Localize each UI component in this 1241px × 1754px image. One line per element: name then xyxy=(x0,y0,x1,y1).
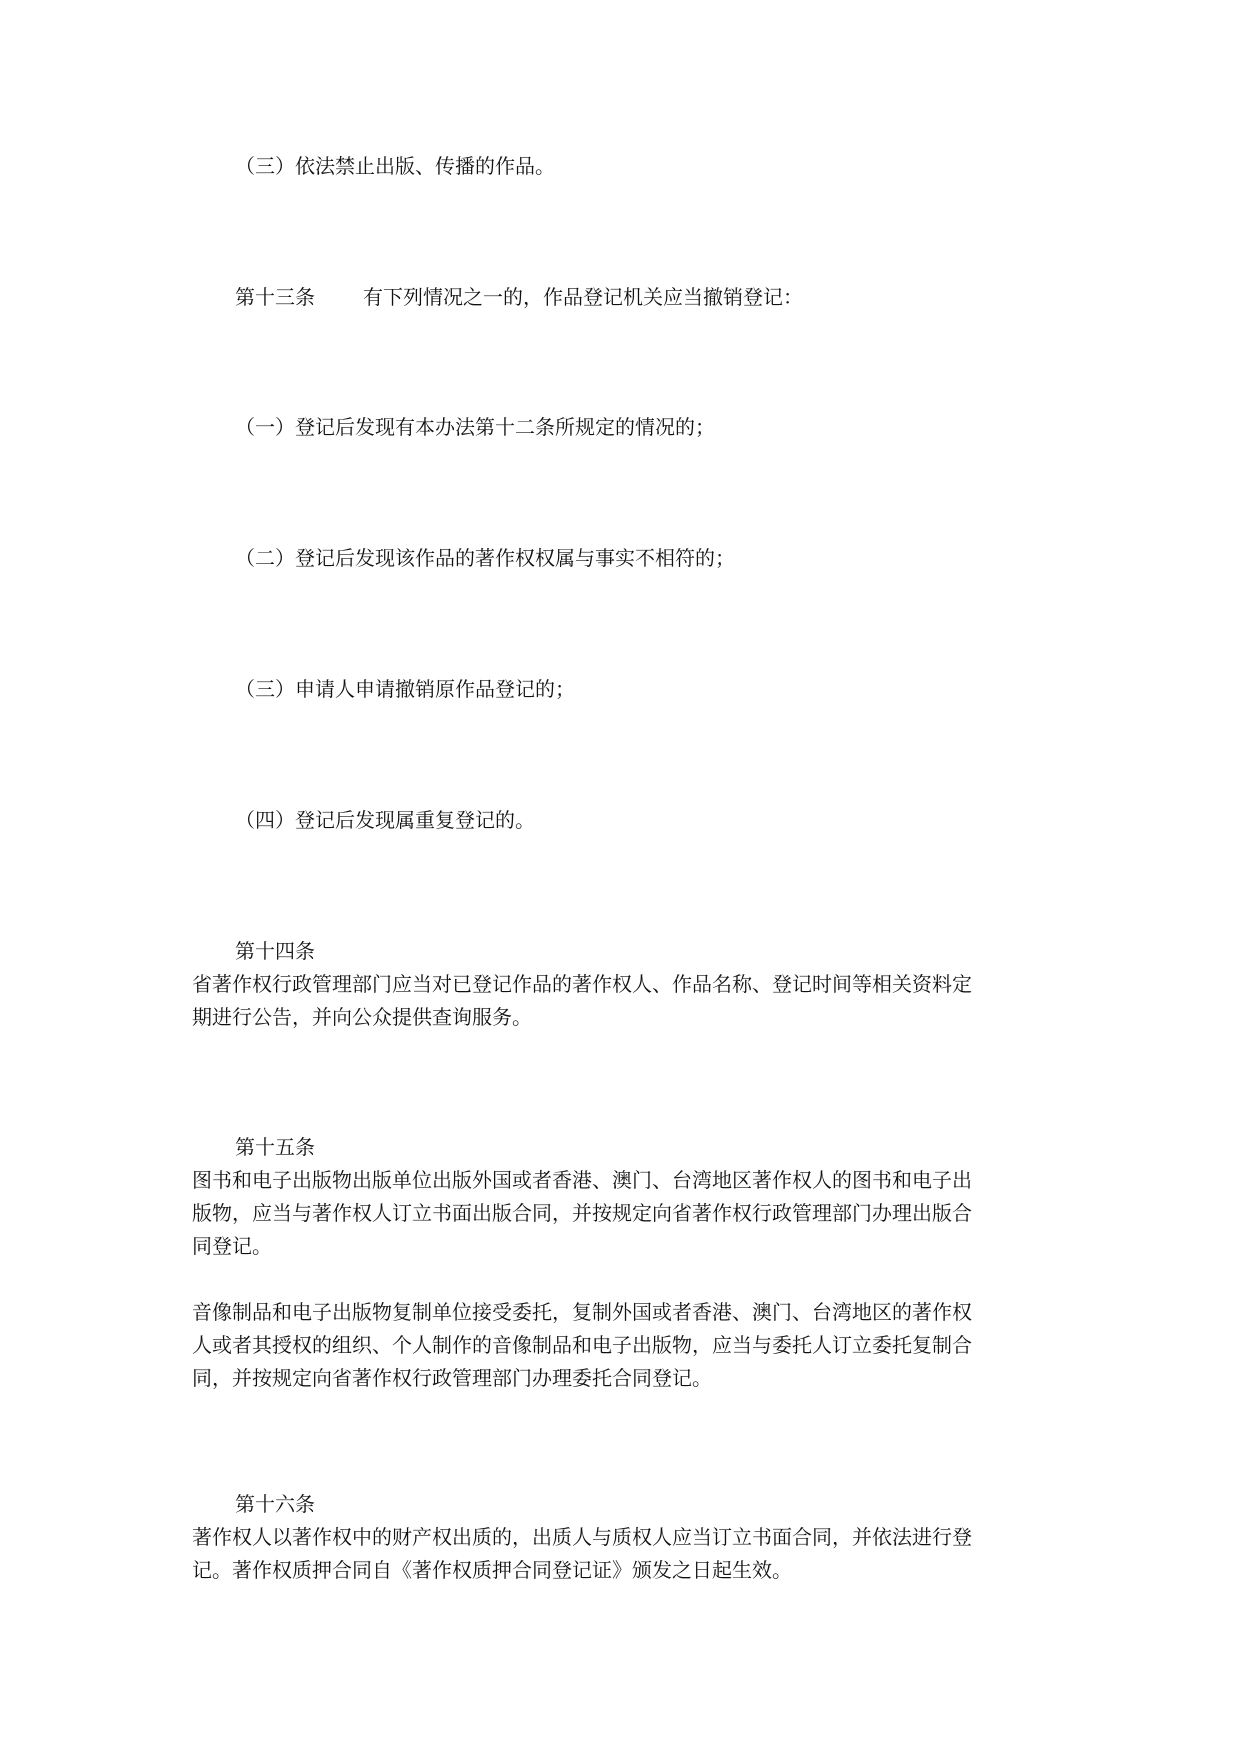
article-title: 第十六条 xyxy=(235,1492,315,1516)
paragraph-line: 同登记。 xyxy=(192,1234,272,1258)
paragraph-line: 音像制品和电子出版物复制单位接受委托，复制外国或者香港、澳门、台湾地区的著作权 xyxy=(192,1300,972,1324)
article-15 xyxy=(192,1131,1052,1395)
list-item xyxy=(235,673,575,706)
paragraph-line: 版物，应当与著作权人订立书面出版合同，并按规定向省著作权行政管理部门办理出版合 xyxy=(192,1201,972,1225)
paragraph-line: 省著作权行政管理部门应当对已登记作品的著作权人、作品名称、登记时间等相关资料定 xyxy=(192,972,972,996)
item-text: （四）登记后发现属重复登记的。 xyxy=(235,808,535,832)
article-title: 第十五条 xyxy=(235,1135,315,1159)
list-item xyxy=(235,411,715,444)
paragraph-line: 著作权人以著作权中的财产权出质的，出质人与质权人应当订立书面合同，并依法进行登 xyxy=(192,1525,972,1549)
paragraph-line: 记。著作权质押合同自《著作权质押合同登记证》颁发之日起生效。 xyxy=(192,1558,792,1582)
article-title: 第十三条 xyxy=(235,285,315,309)
paragraph-line: 人或者其授权的组织、个人制作的音像制品和电子出版物，应当与委托人订立委托复制合 xyxy=(192,1333,972,1357)
list-item xyxy=(235,542,735,575)
item-text: （一）登记后发现有本办法第十二条所规定的情况的； xyxy=(235,415,715,439)
article-14 xyxy=(192,935,1052,1034)
paragraph-line: 期进行公告，并向公众提供查询服务。 xyxy=(192,1005,532,1029)
article-13-heading xyxy=(235,281,803,314)
list-item xyxy=(235,150,555,183)
paragraph-line: 图书和电子出版物出版单位出版外国或者香港、澳门、台湾地区著作权人的图书和电子出 xyxy=(192,1168,972,1192)
item-text: （二）登记后发现该作品的著作权权属与事实不相符的； xyxy=(235,546,735,570)
list-item xyxy=(235,804,535,837)
item-text: （三）申请人申请撤销原作品登记的； xyxy=(235,677,575,701)
article-16 xyxy=(192,1488,1052,1587)
paragraph-line: 同，并按规定向省著作权行政管理部门办理委托合同登记。 xyxy=(192,1366,712,1390)
article-title: 第十四条 xyxy=(235,939,315,963)
item-text: （三）依法禁止出版、传播的作品。 xyxy=(235,154,555,178)
article-text: 有下列情况之一的，作品登记机关应当撤销登记： xyxy=(363,285,803,309)
